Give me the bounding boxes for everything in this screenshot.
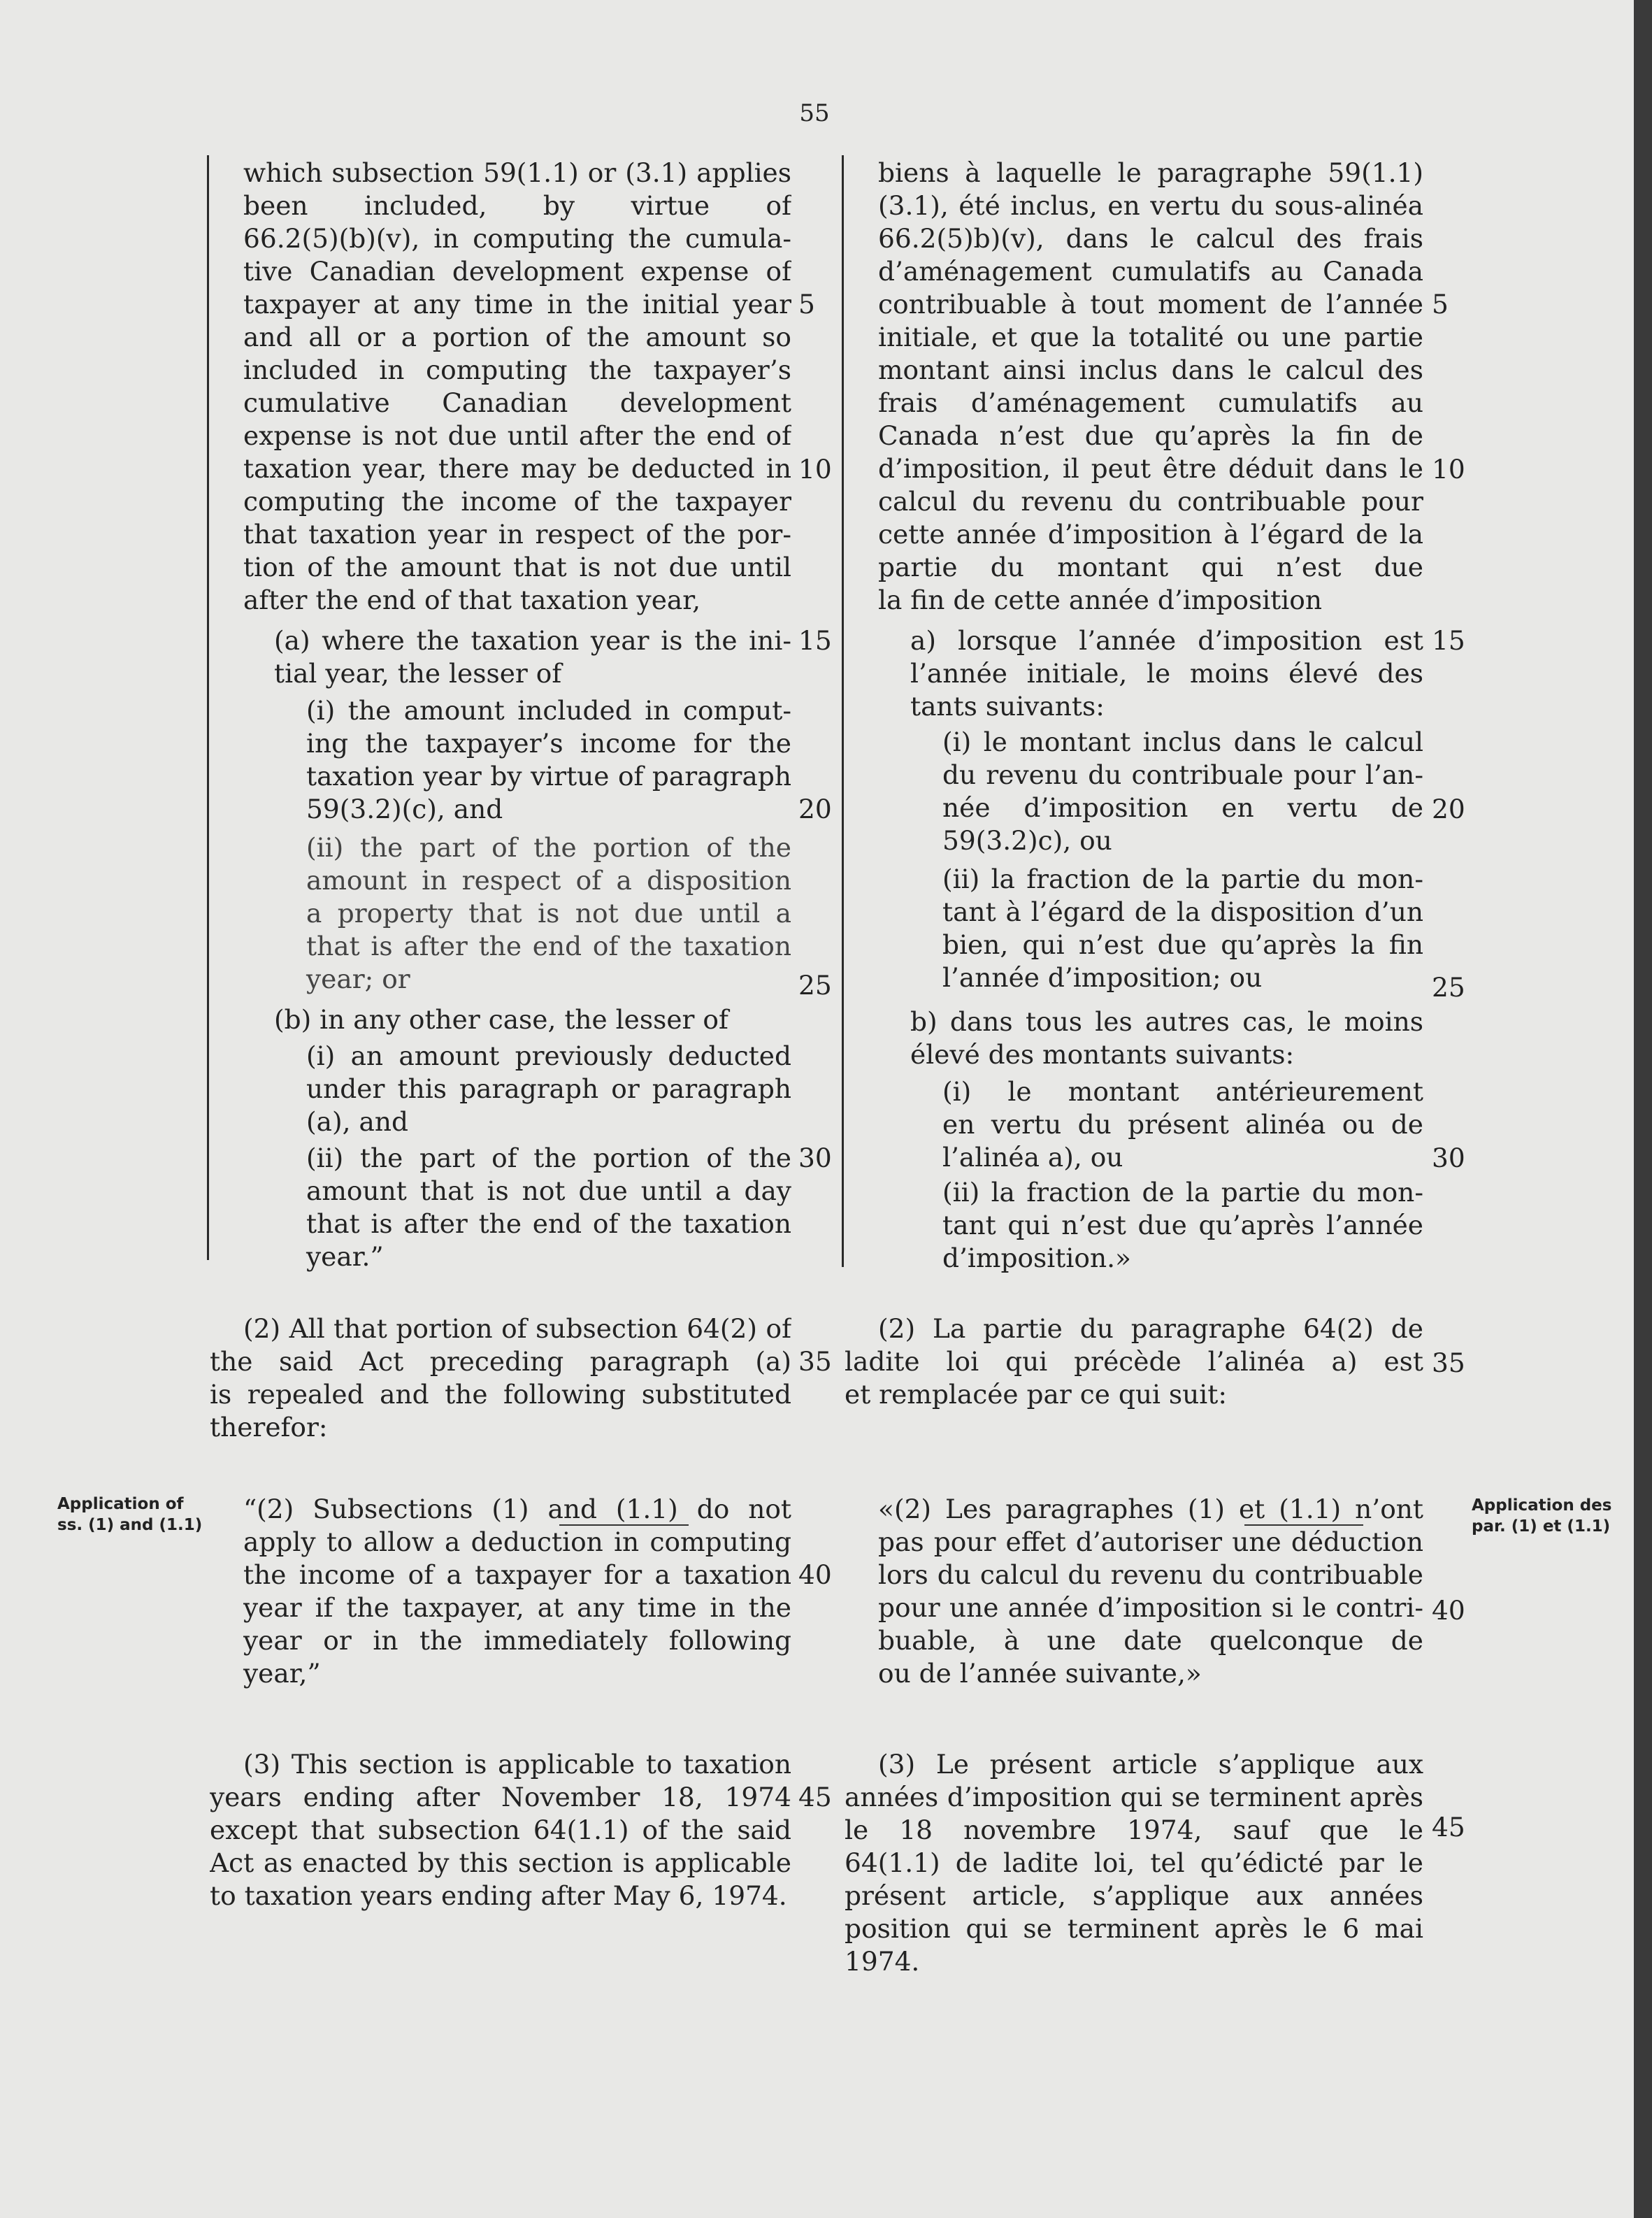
line-number: 45: [798, 1782, 832, 1812]
text-line: ing the taxpayer’s income for the: [306, 728, 791, 759]
text-line: la fin de cette année d’imposition: [878, 585, 1322, 615]
text-line: tant à l’égard de la disposition d’un: [942, 896, 1423, 927]
text-line: partie du montant qui n’est due: [878, 552, 1423, 582]
text-line: biens à laquelle le paragraphe 59(1.1): [878, 157, 1423, 188]
text-line: that taxation year in respect of the por-: [243, 519, 791, 550]
text-line: except that subsection 64(1.1) of the said: [210, 1815, 791, 1845]
text-line: amount that is not due until a day: [306, 1175, 791, 1206]
text-line: the said Act preceding paragraph (a): [210, 1346, 791, 1377]
english-subparagraph-a-i: [306, 694, 791, 826]
text-line: Act as enacted by this section is applicable: [210, 1847, 791, 1878]
text-line: (ii) la fraction de la partie du mon-: [942, 1177, 1423, 1208]
text-line: ladite loi qui précède l’alinéa a) est: [845, 1346, 1423, 1377]
english-paragraph-b: [274, 1003, 791, 1036]
line-number: 15: [798, 625, 832, 656]
line-number: 45: [1432, 1812, 1465, 1843]
text-line: 66.2(5)(b)(v), in computing the cumula-: [243, 223, 791, 254]
text-line: initiale, et que la totalité ou une partie: [878, 322, 1423, 352]
text-line: a) lorsque l’année d’imposition est: [910, 625, 1423, 656]
text-line: therefor:: [210, 1412, 328, 1443]
text-line: apply to allow a deduction in computing: [243, 1526, 791, 1557]
text-line: (i) le montant inclus dans le calcul: [942, 727, 1423, 757]
text-line: (i) le montant antérieurement: [942, 1076, 1423, 1107]
margin-note-english: [57, 1494, 202, 1536]
french-subparagraph-b-ii: [942, 1176, 1423, 1275]
page-number: 55: [799, 99, 830, 127]
text-line: 1974.: [845, 1946, 920, 1977]
line-number: 10: [1432, 454, 1465, 485]
line-number: 15: [1432, 625, 1465, 656]
text-line: (i) the amount included in comput-: [306, 695, 791, 726]
text-line: d’imposition, il peut être déduit dans le: [878, 453, 1423, 484]
text-line: l’alinéa a), ou: [942, 1142, 1123, 1173]
text-line: cette année d’imposition à l’égard de la: [878, 519, 1423, 550]
text-line: the income of a taxpayer for a taxation: [243, 1559, 791, 1590]
page-edge-shadow: [1634, 0, 1652, 2218]
text-line: year,”: [243, 1658, 321, 1689]
text-line: contribuable à tout moment de l’année: [878, 289, 1423, 320]
french-paragraph-b: [910, 1006, 1423, 1071]
english-continuation: [243, 157, 791, 617]
text-line: élevé des montants suivants:: [910, 1039, 1295, 1070]
text-line: pas pour effet d’autoriser une déduction: [878, 1526, 1423, 1557]
text-line: et remplacée par ce qui suit:: [845, 1379, 1228, 1410]
french-subparagraph-a-i: [942, 726, 1423, 857]
text-line: tial year, the lesser of: [274, 658, 562, 689]
text-line: years ending after November 18, 1974: [210, 1782, 791, 1812]
text-line: montant ainsi inclus dans le calcul des: [878, 355, 1423, 385]
text-line: year.”: [306, 1241, 384, 1272]
text-line: year if the taxpayer, at any time in the: [243, 1592, 791, 1623]
text-line: tion of the amount that is not due until: [243, 552, 791, 582]
margin-note-line: Application of: [57, 1495, 184, 1513]
french-section-3: [845, 1748, 1423, 1978]
text-line: en vertu du présent alinéa ou de: [942, 1109, 1423, 1140]
text-line: années d’imposition qui se terminent après: [845, 1782, 1423, 1812]
line-number: 30: [1432, 1143, 1465, 1173]
text-line: b) dans tous les autres cas, le moins: [910, 1006, 1423, 1037]
text-line: (b) in any other case, the lesser of: [274, 1004, 728, 1035]
text-line: (ii) la fraction de la partie du mon-: [942, 864, 1423, 894]
text-line: taxation year by virtue of paragraph: [306, 761, 791, 792]
text-line: (3.1), été inclus, en vertu du sous-alinéa: [878, 190, 1423, 221]
french-quoted-subsection: [878, 1493, 1423, 1690]
line-number: 30: [798, 1143, 832, 1173]
text-line: year or in the immediately following: [243, 1625, 791, 1656]
text-line: a property that is not due until a: [306, 898, 791, 929]
text-line: under this paragraph or paragraph: [306, 1073, 791, 1104]
text-line: 64(1.1) de ladite loi, tel qu’édicté par le: [845, 1847, 1423, 1878]
text-line: buable, à une date quelconque de: [878, 1625, 1423, 1656]
line-number: 25: [798, 970, 832, 1001]
text-line: l’année initiale, le moins élevé des: [910, 658, 1423, 689]
line-number: 10: [798, 454, 832, 485]
text-line: (ii) the part of the portion of the: [306, 1143, 791, 1173]
line-number: 40: [798, 1559, 832, 1590]
text-line: 66.2(5)b)(v), dans le calcul des frais: [878, 223, 1423, 254]
text-line: taxation year, there may be deducted in: [243, 453, 791, 484]
french-continuation: [878, 157, 1423, 617]
text-line: d’imposition.»: [942, 1243, 1131, 1273]
text-line: présent article, s’applique aux années: [845, 1880, 1423, 1911]
french-subparagraph-b-i: [942, 1075, 1423, 1174]
english-paragraph-a: [274, 624, 791, 690]
text-line: le 18 novembre 1974, sauf que le: [845, 1815, 1423, 1845]
line-number: 25: [1432, 972, 1465, 1003]
text-line: (a), and: [306, 1106, 408, 1137]
line-number: 35: [798, 1346, 832, 1377]
text-line: included in computing the taxpayer’s: [243, 355, 791, 385]
line-number: 5: [1432, 289, 1449, 320]
text-line: ou de l’année suivante,»: [878, 1658, 1202, 1689]
right-change-bar: [842, 155, 844, 1267]
text-line: 59(3.2)c), ou: [942, 825, 1112, 856]
text-line: (3) This section is applicable to taxation: [243, 1749, 791, 1780]
margin-note-line: ss. (1) and (1.1): [57, 1516, 203, 1534]
english-section-2: [210, 1312, 791, 1444]
text-line: taxpayer at any time in the initial year: [243, 289, 791, 320]
text-line: calcul du revenu du contribuable pour: [878, 486, 1423, 517]
french-section-2: [845, 1312, 1423, 1411]
text-line: née d’imposition en vertu de: [942, 792, 1423, 823]
text-line: “(2) Subsections (1) and (1.1) do not: [243, 1494, 791, 1524]
text-line: bien, qui n’est due qu’après la fin: [942, 929, 1423, 960]
margin-note-french: [1472, 1495, 1611, 1537]
text-line: pour une année d’imposition si le contri-: [878, 1592, 1423, 1623]
text-line: «(2) Les paragraphes (1) et (1.1) n’ont: [878, 1494, 1423, 1524]
text-line: position qui se terminent après le 6 mai: [845, 1913, 1423, 1944]
text-line: is repealed and the following substituted: [210, 1379, 791, 1410]
line-number: 35: [1432, 1347, 1465, 1378]
margin-note-line: par. (1) et (1.1): [1472, 1517, 1611, 1536]
underline-mark: [559, 1524, 689, 1526]
text-line: du revenu du contribuale pour l’an-: [942, 759, 1423, 790]
text-line: l’année d’imposition; ou: [942, 962, 1263, 993]
line-number: 40: [1432, 1595, 1465, 1626]
text-line: (2) All that portion of subsection 64(2) of: [243, 1313, 791, 1344]
text-line: that is after the end of the taxation: [306, 931, 791, 961]
english-subparagraph-b-ii: [306, 1142, 791, 1273]
text-line: tive Canadian development expense of: [243, 256, 791, 287]
text-line: amount in respect of a disposition: [306, 865, 791, 896]
text-line: 59(3.2)(c), and: [306, 794, 503, 824]
french-subparagraph-a-ii: [942, 863, 1423, 994]
english-quoted-subsection: [243, 1493, 791, 1690]
text-line: frais d’aménagement cumulatifs au: [878, 387, 1423, 418]
text-line: (i) an amount previously deducted: [306, 1040, 791, 1071]
line-number: 20: [1432, 794, 1465, 824]
line-number: 5: [798, 289, 815, 320]
text-line: (a) where the taxation year is the ini-: [274, 625, 791, 656]
text-line: (3) Le présent article s’applique aux: [878, 1749, 1423, 1780]
text-line: been included, by virtue of: [243, 190, 791, 221]
text-line: d’aménagement cumulatifs au Canada: [878, 256, 1423, 287]
french-paragraph-a: [910, 624, 1423, 723]
margin-note-line: Application des: [1472, 1496, 1612, 1515]
text-line: computing the income of the taxpayer: [243, 486, 791, 517]
text-line: that is after the end of the taxation: [306, 1208, 791, 1239]
text-line: after the end of that taxation year,: [243, 585, 701, 615]
english-subparagraph-a-ii: [306, 831, 791, 996]
text-line: (2) La partie du paragraphe 64(2) de: [878, 1313, 1423, 1344]
text-line: tant qui n’est due qu’après l’année: [942, 1210, 1423, 1240]
left-change-bar: [207, 155, 209, 1260]
text-line: cumulative Canadian development: [243, 387, 791, 418]
text-line: expense is not due until after the end of: [243, 420, 791, 451]
text-line: Canada n’est due qu’après la fin de: [878, 420, 1423, 451]
text-line: and all or a portion of the amount so: [243, 322, 791, 352]
english-subparagraph-b-i: [306, 1040, 791, 1138]
text-line: year; or: [306, 964, 410, 994]
english-section-3: [210, 1748, 791, 1912]
line-number: 20: [798, 794, 832, 824]
text-line: which subsection 59(1.1) or (3.1) applies: [243, 157, 791, 188]
text-line: (ii) the part of the portion of the: [306, 832, 791, 863]
text-line: lors du calcul du revenu du contribuable: [878, 1559, 1423, 1590]
text-line: to taxation years ending after May 6, 1974.: [210, 1880, 787, 1911]
text-line: tants suivants:: [910, 691, 1105, 722]
underline-mark: [1244, 1524, 1363, 1526]
